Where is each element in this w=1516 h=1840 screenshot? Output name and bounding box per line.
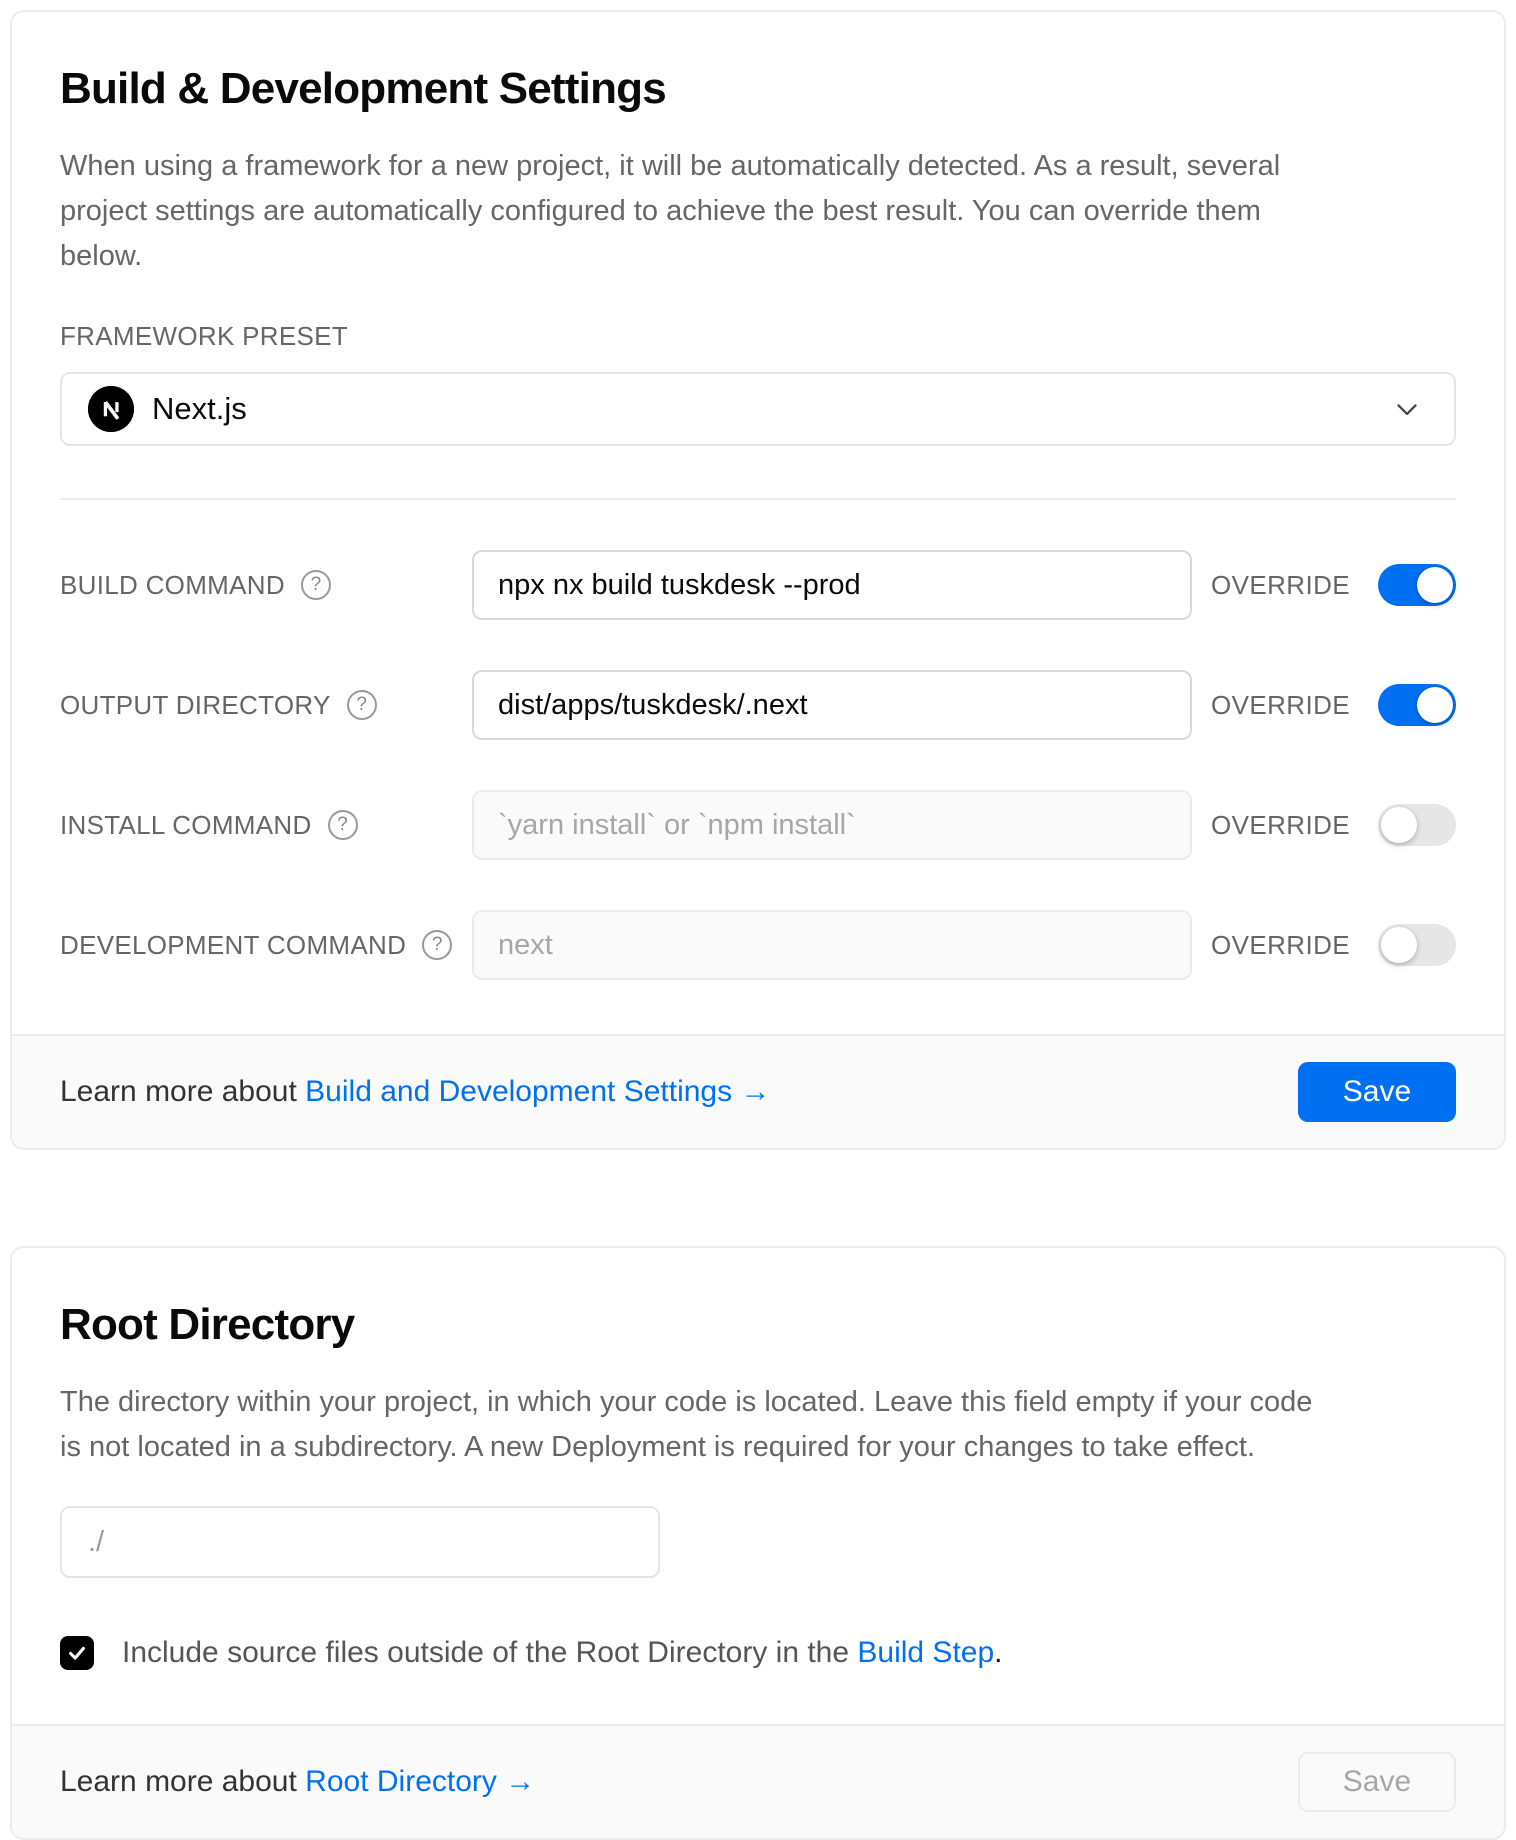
install-command-input [472,790,1192,860]
build-settings-title: Build & Development Settings [60,64,666,113]
output-directory-row [60,670,1456,740]
output-directory-label: OUTPUT DIRECTORY [60,689,331,720]
chevron-down-icon [1390,392,1424,426]
root-directory-input[interactable] [60,1506,660,1578]
framework-preset-label: FRAMEWORK PRESET [60,321,348,351]
development-command-input [472,910,1192,980]
root-directory-description: The directory within your project, in which your code is located. Leave this field empty if your code is not located in a subdirectory. A new Deployment is required for your changes to take effect. [60,1386,1313,1463]
checkbox-label: Include source files outside of the Root Directory in the [122,1636,850,1669]
build-command-row [60,550,1456,620]
build-command-input[interactable] [472,550,1192,620]
output-directory-override-toggle[interactable] [1378,684,1456,726]
arrow-right-icon: → [505,1765,536,1798]
include-source-files-row: Include source files outside of the Root Directory in the Build Step. [60,1636,1456,1670]
override-label: OVERRIDE [1210,929,1350,960]
section-divider [60,498,1456,500]
framework-preset-select[interactable] [60,372,1456,446]
root-directory-docs-link[interactable]: Root Directory → [305,1765,536,1798]
build-settings-docs-link[interactable]: Build and Development Settings → [305,1075,771,1108]
build-settings-footer [12,1034,1504,1148]
learn-more-text: Learn more about [60,1075,297,1108]
build-settings-description: When using a framework for a new project, it will be automatically detected. As a result, several project settings are automatically configured to achieve the best result. You can override them below. [60,150,1281,272]
development-command-label: DEVELOPMENT COMMAND [60,929,407,960]
framework-preset-value: Next.js [152,391,247,426]
nextjs-logo-icon [88,386,134,432]
help-icon[interactable]: ? [328,810,358,840]
override-label: OVERRIDE [1210,689,1350,720]
help-icon[interactable]: ? [422,930,452,960]
install-command-label: INSTALL COMMAND [60,809,312,840]
development-command-row [60,910,1456,980]
override-label: OVERRIDE [1210,569,1350,600]
root-directory-title: Root Directory [60,1300,355,1349]
output-directory-input[interactable] [472,670,1192,740]
save-button[interactable]: Save [1298,1062,1456,1122]
development-command-override-toggle[interactable] [1378,924,1456,966]
help-icon[interactable]: ? [347,690,377,720]
override-label: OVERRIDE [1210,809,1350,840]
learn-more-text: Learn more about [60,1765,297,1798]
build-settings-card [10,10,1506,1150]
help-icon[interactable]: ? [301,570,331,600]
build-command-override-toggle[interactable] [1378,564,1456,606]
install-command-override-toggle[interactable] [1378,804,1456,846]
root-directory-card [10,1246,1506,1840]
install-command-row [60,790,1456,860]
build-command-label: BUILD COMMAND [60,569,285,600]
arrow-right-icon: → [740,1075,771,1108]
include-source-files-checkbox[interactable] [60,1636,94,1670]
build-step-link[interactable]: Build Step [857,1636,995,1669]
save-button-disabled[interactable]: Save [1298,1752,1456,1812]
root-directory-footer [12,1724,1504,1838]
checkmark-icon [66,1642,88,1664]
